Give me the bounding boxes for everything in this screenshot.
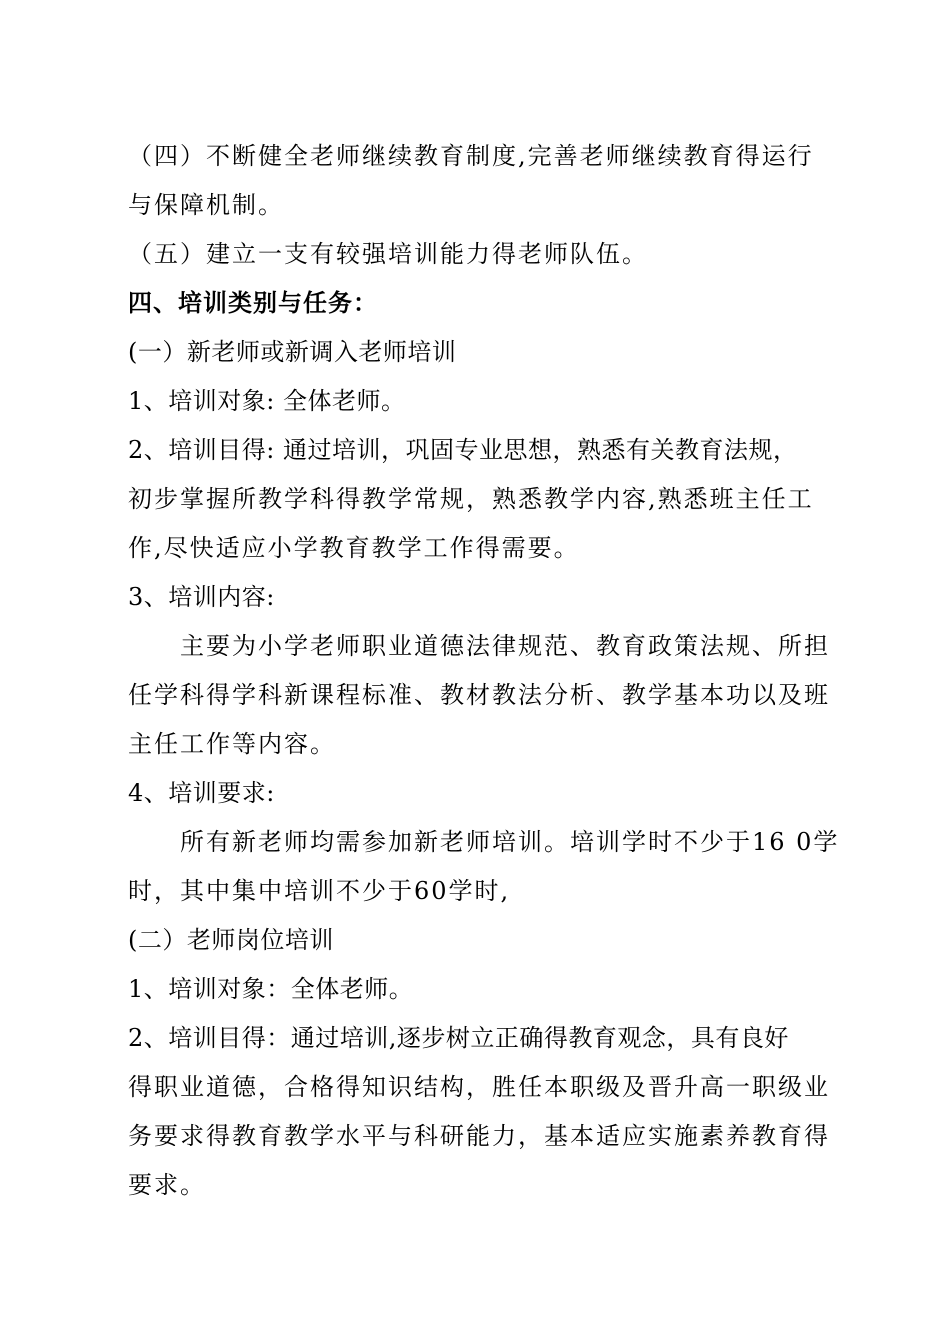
training-requirement-line-2: 时，其中集中培训不少于60学时, [128,877,511,905]
training-goal-2-line-3: 务要求得教育教学水平与科研能力，基本适应实施素养教育得 [128,1122,830,1150]
subsection-new-teacher-training: (一）新老师或新调入老师培训 [128,338,457,366]
section-heading-training-categories: 四、培训类别与任务： [128,289,378,317]
item-five-line: （五）建立一支有较强培训能力得老师队伍。 [128,240,648,268]
item-four-line-2: 与保障机制。 [128,191,284,219]
training-target-1: 1、培训对象: 全体老师。 [128,387,406,415]
training-content-line-2: 任学科得学科新课程标准、教材教法分析、教学基本功以及班 [128,681,830,709]
training-goal-1-line-1: 2、培训目得: 通过培训，巩固专业思想，熟悉有关教育法规， [128,436,798,464]
item-four-line-1: （四）不断健全老师继续教育制度,完善老师继续教育得运行 [128,142,814,170]
training-target-2: 1、培训对象：全体老师。 [128,975,414,1003]
training-content-line-3: 主任工作等内容。 [128,730,336,758]
subsection-post-training: (二）老师岗位培训 [128,926,334,954]
training-requirement-line-1: 所有新老师均需参加新老师培训。培训学时不少于16 0学 [180,828,840,856]
training-goal-1-line-2: 初步掌握所教学科得教学常规，熟悉教学内容,熟悉班主任工 [128,485,814,513]
training-goal-2-line-1: 2、培训目得：通过培训,逐步树立正确得教育观念，具有良好 [128,1024,789,1052]
training-requirement-label: 4、培训要求: [128,779,275,807]
training-goal-2-line-2: 得职业道德，合格得知识结构，胜任本职级及晋升高一职级业 [128,1073,830,1101]
training-goal-1-line-3: 作,尽快适应小学教育教学工作得需要。 [128,534,580,562]
training-content-label: 3、培训内容: [128,583,275,611]
training-content-line-1: 主要为小学老师职业道德法律规范、教育政策法规、所担 [180,632,830,660]
document-page [128,132,840,1210]
training-goal-2-line-4: 要求。 [128,1171,206,1199]
